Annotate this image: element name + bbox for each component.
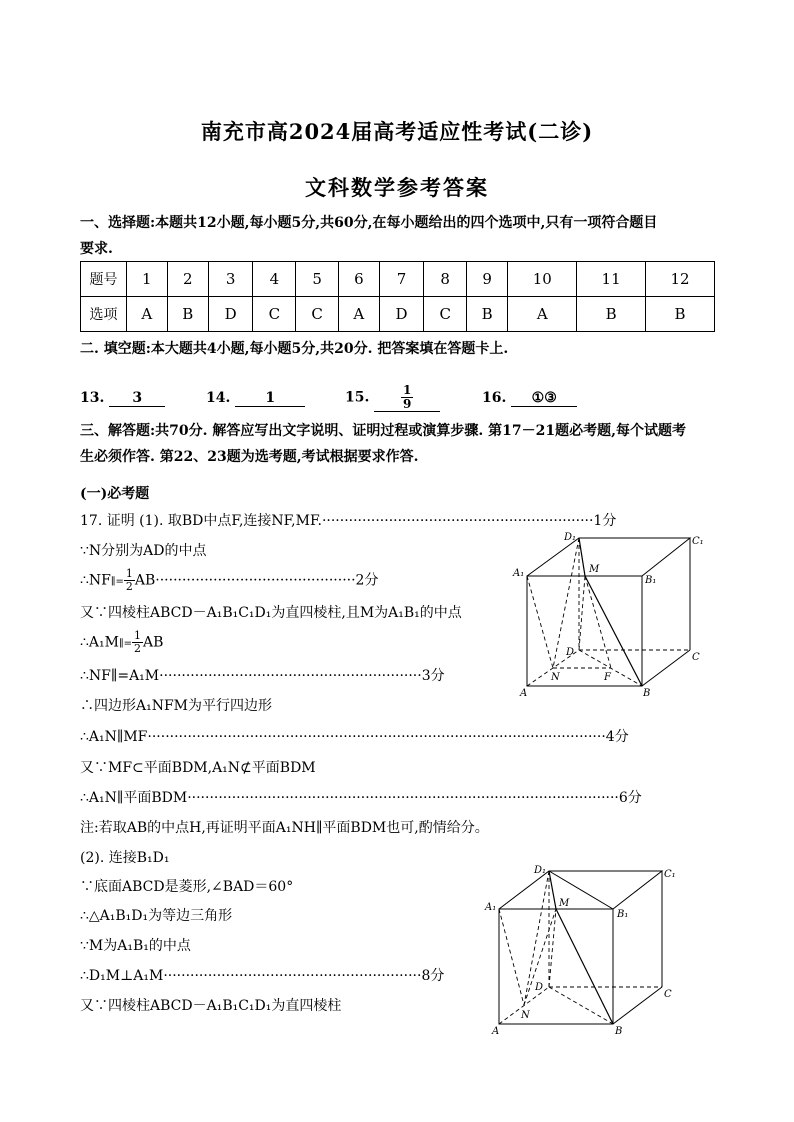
proof-line-16: ∴D₁M⊥A₁M··························································8分 — [80, 968, 445, 984]
proof-line-8: ∴A₁N∥MF·······································································································4分 — [80, 729, 629, 745]
section2-intro: 二. 填空题:本大题共4小题,每小题5分,共20分. 把答案填在答题卡上. — [80, 341, 509, 357]
label-A1: A₁ — [485, 902, 497, 913]
fill-q16: 16. ①③ — [482, 390, 577, 407]
page-title: 南充市高2024届高考适应性考试(二诊) — [200, 119, 594, 144]
label-D1: D₁ — [564, 532, 577, 543]
proof-note: 注:若取AB的中点H,再证明平面A₁NH∥平面BDM也可,酌情给分。 — [80, 820, 489, 836]
proof-line-2: ∵N分别为AD的中点 — [80, 543, 207, 559]
fill-q14: 14. 1 — [206, 390, 305, 407]
proof-line-14: ∴△A₁B₁D₁为等边三角形 — [80, 908, 233, 924]
label-C1: C₁ — [664, 869, 676, 880]
table-cell: 6 — [339, 262, 380, 297]
label-A1: A₁ — [513, 568, 525, 579]
label-N: N — [551, 672, 560, 683]
label-D1: D₁ — [534, 865, 547, 876]
answer-15: $\frac{1}{9}$ — [374, 384, 440, 412]
table-cell: 5 — [296, 262, 339, 297]
label-D: D — [566, 647, 575, 658]
section3-intro: 三、解答题:共70分. 解答应写出文字说明、证明过程或演算步骤. 第17－21题必考题,每个试题考 生必须作答. 第22、23题为选考题,考试根据要求作答. — [80, 423, 686, 465]
table-cell: 1 — [127, 262, 168, 297]
answer-16: ①③ — [511, 390, 577, 407]
prism-figure-2 — [480, 860, 690, 1040]
label-A: A — [492, 1026, 500, 1037]
table-cell: C — [424, 297, 467, 332]
proof-line-4: 又∵四棱柱ABCD－A₁B₁C₁D₁为直四棱柱,且M为A₁B₁的中点 — [80, 605, 462, 621]
table-cell: 10 — [508, 262, 577, 297]
fill-q13: 13. 3 — [80, 390, 165, 407]
proof-line-17: 又∵四棱柱ABCD－A₁B₁C₁D₁为直四棱柱 — [80, 998, 342, 1014]
table-cell: 3 — [208, 262, 253, 297]
table-cell: A — [508, 297, 577, 332]
label-N: N — [521, 1010, 530, 1021]
proof-line-9: 又∵MF⊂平面BDM,A₁N⊄平面BDM — [80, 760, 316, 776]
table-cell: B — [467, 297, 508, 332]
proof-line-13: ∵底面ABCD是菱形,∠BAD＝60° — [80, 879, 294, 895]
label-B: B — [643, 688, 651, 699]
table-cell: 2 — [167, 262, 208, 297]
table-cell: A — [339, 297, 380, 332]
prism-figure-1 — [510, 530, 710, 705]
table-cell: 11 — [577, 262, 646, 297]
answer-table — [80, 261, 715, 332]
label-A: A — [520, 688, 528, 699]
row-label-num: 题号 — [81, 262, 127, 297]
proof-line-15: ∵M为A₁B₁的中点 — [80, 938, 191, 954]
table-cell: 4 — [253, 262, 296, 297]
table-cell: B — [646, 297, 715, 332]
label-D: D — [535, 982, 544, 993]
table-cell: 8 — [424, 262, 467, 297]
label-M: M — [589, 564, 600, 575]
label-B: B — [615, 1026, 623, 1037]
proof-line-6: ∴NF∥=A₁M···························································3分 — [80, 668, 445, 684]
table-cell: 9 — [467, 262, 508, 297]
label-F: F — [604, 672, 611, 683]
table-cell: A — [127, 297, 168, 332]
page-subtitle: 文科数学参考答案 — [305, 175, 489, 200]
label-B1: B₁ — [617, 909, 629, 920]
answer-13: 3 — [109, 390, 165, 407]
label-C1: C₁ — [692, 536, 704, 547]
section1-intro: 一、选择题:本题共12小题,每小题5分,共60分,在每小题给出的四个选项中,只有一项符合题目 要求. — [80, 215, 658, 257]
proof-line-3: ∴NF∥= $\frac{1}{2}$ AB·············································2分 — [80, 567, 379, 593]
table-cell: B — [167, 297, 208, 332]
proof-line-5: ∴A₁M∥= $\frac{1}{2}$ AB — [80, 629, 164, 655]
table-cell: D — [208, 297, 253, 332]
table-cell: 7 — [379, 262, 424, 297]
table-cell: B — [577, 297, 646, 332]
proof-line-12: (2). 连接B₁D₁ — [80, 850, 170, 866]
fill-q15: 15. $\frac{1}{9}$ — [345, 384, 440, 412]
proof-line-10: ∴A₁N∥平面BDM·································································································6分 — [80, 790, 642, 806]
row-label-ans: 选项 — [81, 297, 127, 332]
label-M: M — [559, 898, 570, 909]
table-cell: 12 — [646, 262, 715, 297]
label-C: C — [692, 652, 700, 663]
label-B1: B₁ — [645, 575, 657, 586]
section3-heading: (一)必考题 — [80, 486, 150, 502]
table-cell: C — [253, 297, 296, 332]
answer-14: 1 — [235, 390, 305, 407]
label-C: C — [664, 989, 672, 1000]
table-cell: D — [379, 297, 424, 332]
table-cell: C — [296, 297, 339, 332]
table-row-numbers — [81, 262, 715, 297]
proof-line-7: ∴四边形A₁NFM为平行四边形 — [80, 698, 273, 714]
table-row-answers — [81, 297, 715, 332]
proof-line-1: 17. 证明 (1). 取BD中点F,连接NF,MF.·····························································1分 — [80, 513, 617, 529]
